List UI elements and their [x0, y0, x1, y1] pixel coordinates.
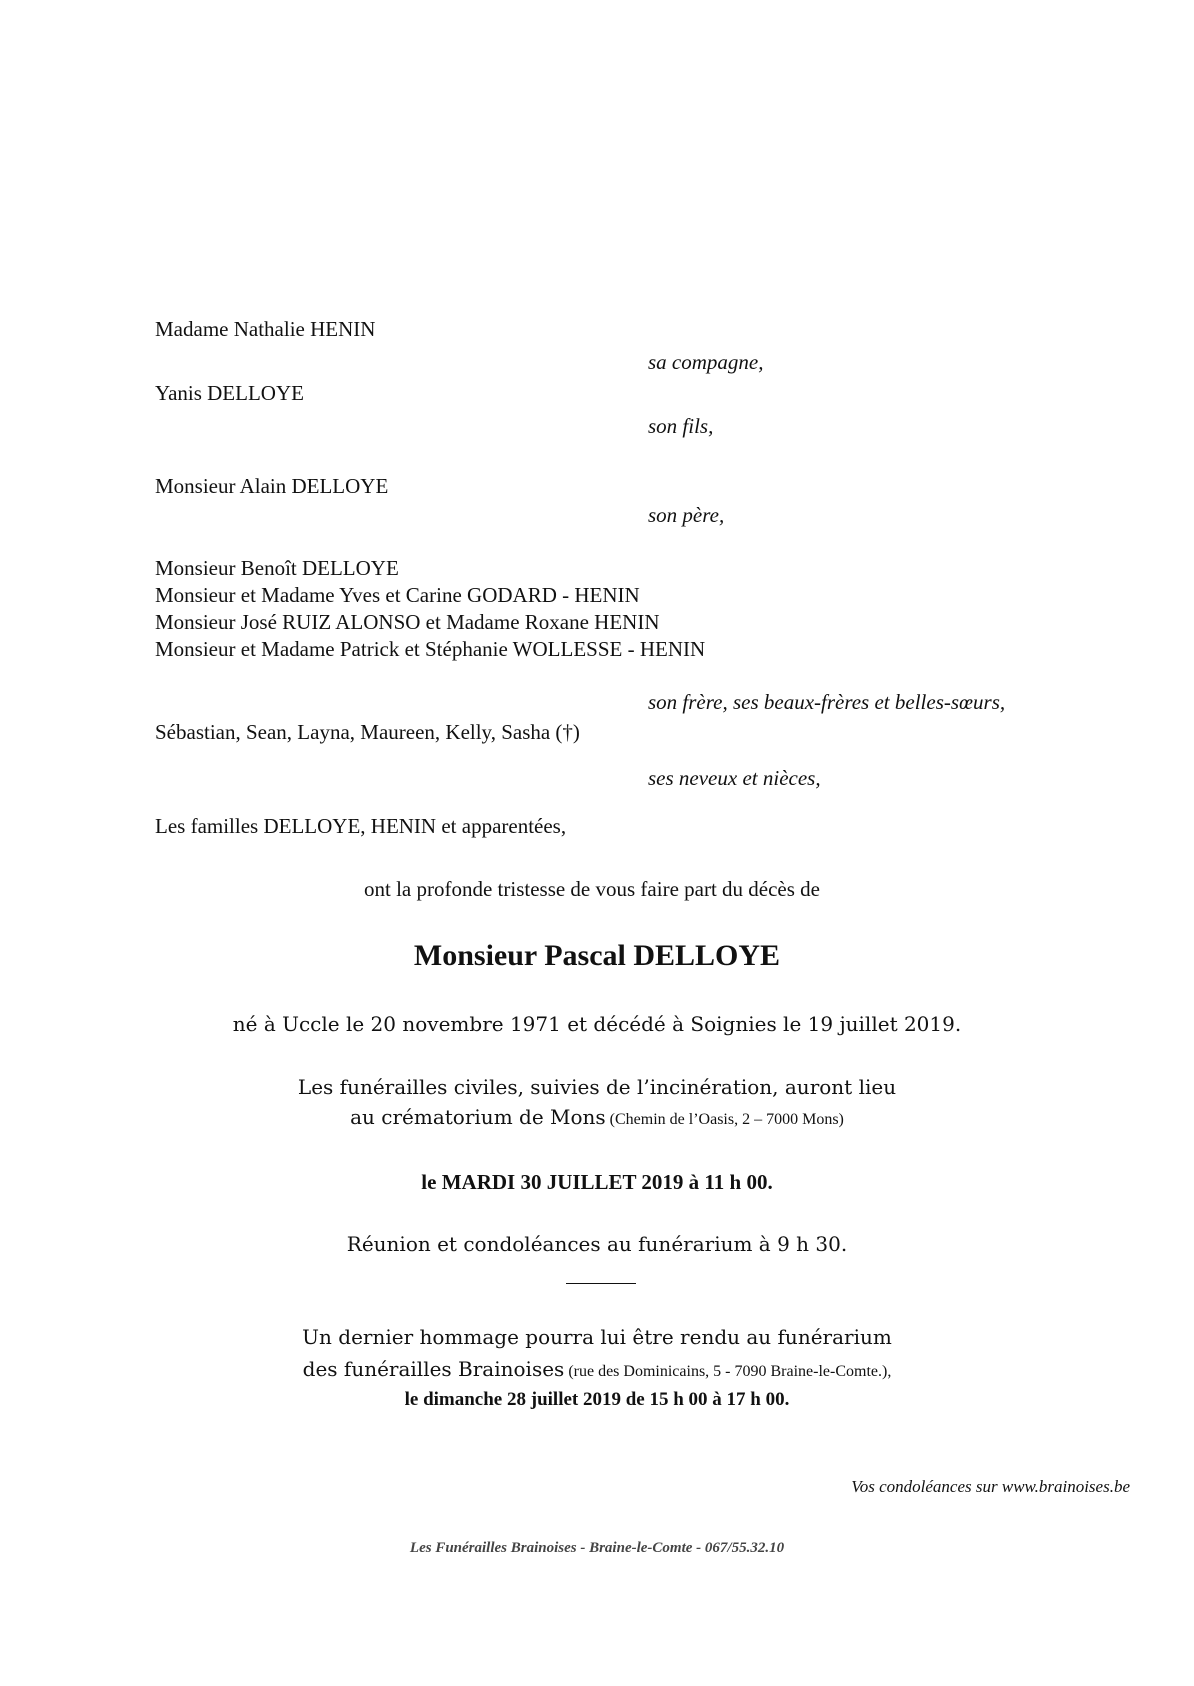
- family-name-sibling-3: Monsieur José RUIZ ALONSO et Madame Roxane HENIN: [155, 610, 660, 634]
- deceased-name: Monsieur Pascal DELLOYE: [413, 939, 781, 972]
- family-name-sibling-1: Monsieur Benoît DELLOYE: [155, 556, 399, 580]
- funeral-home-footer: Les Funérailles Brainoises - Braine-le-Comte - 067/55.32.10: [409, 1540, 785, 1556]
- relation-son: son fils,: [648, 414, 714, 438]
- relation-nephews: ses neveux et nièces,: [648, 766, 821, 790]
- funeral-line-1: Les funérailles civiles, suivies de l’incinération, auront lieu: [297, 1075, 897, 1099]
- birth-death-line: né à Uccle le 20 novembre 1971 et décédé à Soignies le 19 juillet 2019.: [232, 1012, 962, 1036]
- funeral-venue: au crématorium de Mons: [350, 1105, 606, 1129]
- relation-partner: sa compagne,: [648, 350, 764, 374]
- tribute-line-2: [0, 1357, 1194, 1381]
- family-name-families: Les familles DELLOYE, HENIN et apparentées,: [155, 814, 567, 838]
- announcement-text: ont la profonde tristesse de vous faire part du décès de: [363, 877, 820, 901]
- family-name-father: Monsieur Alain DELLOYE: [155, 474, 389, 498]
- family-name-nephews: Sébastian, Sean, Layna, Maureen, Kelly, Sasha (†): [155, 720, 580, 744]
- reunion-line: Réunion et condoléances au funérarium à 9 h 30.: [346, 1232, 848, 1256]
- tribute-address: (rue des Dominicains, 5 - 7090 Braine-le-Comte.),: [568, 1363, 892, 1380]
- family-name-partner: Madame Nathalie HENIN: [155, 317, 376, 341]
- tribute-line-1: Un dernier hommage pourra lui être rendu au funérarium: [302, 1325, 892, 1349]
- family-name-sibling-2: Monsieur et Madame Yves et Carine GODARD - HENIN: [155, 583, 640, 607]
- tribute-date-time: le dimanche 28 juillet 2019 de 15 h 00 à 17 h 00.: [404, 1389, 790, 1410]
- funeral-address: (Chemin de l’Oasis, 2 – 7000 Mons): [609, 1111, 844, 1128]
- relation-father: son père,: [648, 503, 725, 527]
- tribute-venue: des funérailles Brainoises: [302, 1357, 565, 1381]
- family-name-sibling-4: Monsieur et Madame Patrick et Stéphanie WOLLESSE - HENIN: [155, 637, 706, 661]
- funeral-date-time: le MARDI 30 JUILLET 2019 à 11 h 00.: [421, 1170, 773, 1194]
- relation-siblings: son frère, ses beaux-frères et belles-sœurs,: [648, 690, 1006, 714]
- family-name-son: Yanis DELLOYE: [155, 381, 304, 405]
- funeral-line-2: [0, 1105, 1194, 1129]
- condolences-website: Vos condoléances sur www.brainoises.be: [851, 1477, 1130, 1496]
- separator-line: [566, 1283, 636, 1284]
